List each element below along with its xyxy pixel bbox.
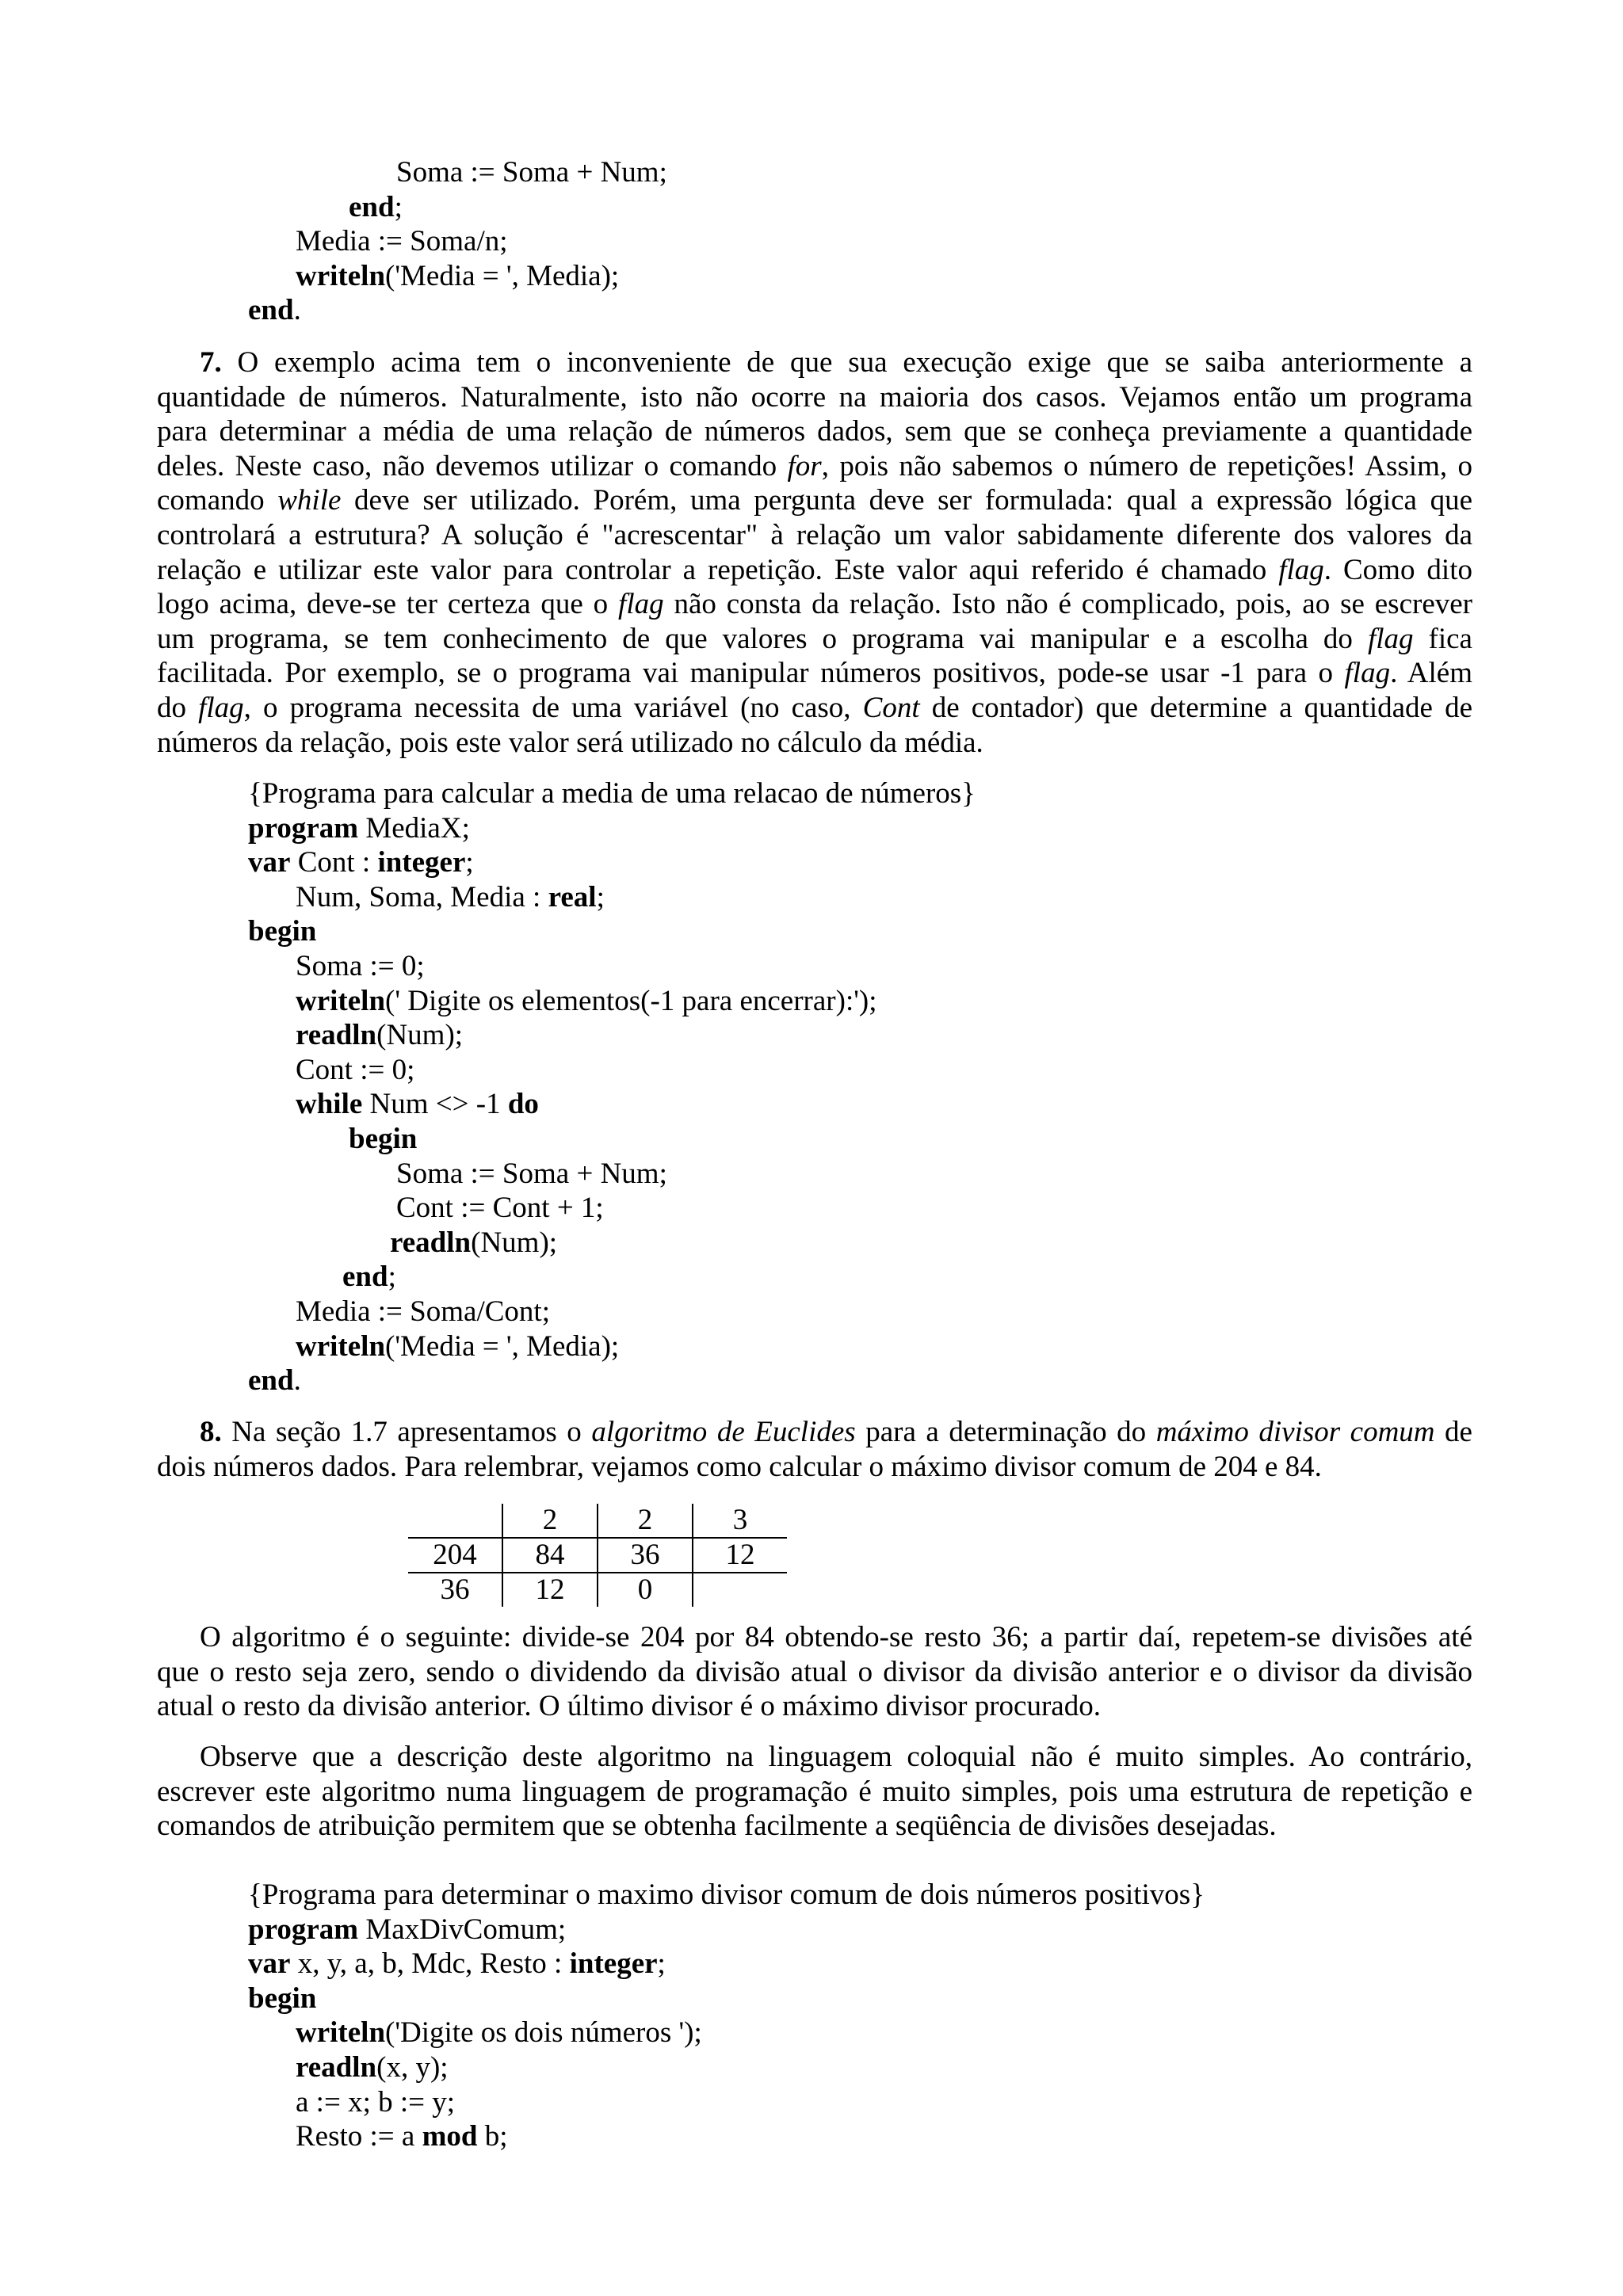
text-run: MediaX; [358,811,470,845]
text-run: Num, Soma, Media : [296,880,548,913]
text-run: ; [465,846,474,879]
text-run: . Como dito [1323,553,1472,586]
code-line [296,2050,449,2085]
table-cell: 84 [502,1538,598,1573]
text-run: for [787,449,822,482]
text-run: writeln [296,259,386,292]
text-run: end [248,294,294,327]
text-run: end [342,1261,388,1294]
text-run: Cont [862,691,920,724]
text-run: var [248,1947,291,1981]
text-run: números da relação, pois este valor será utilizado no cálculo da média. [157,726,983,759]
text-run: Media := Soma/Cont; [296,1295,550,1328]
text-run: escrever este algoritmo numa linguagem de programação é muito simples, pois uma estrutura de repetição e [157,1775,1472,1808]
text-run: comandos de atribuição permitem que se obtenha facilmente a seqüência de divisões desejadas. [157,1810,1277,1843]
text-run: readln [390,1226,472,1259]
text-run: program [248,1913,359,1946]
text-run: begin [248,1981,317,2015]
paragraph-line [157,726,1472,761]
code-line [396,155,667,190]
text-run: , pois não sabemos o número de repetições! Assim, o [821,449,1472,482]
code-line [248,1981,316,2016]
text-run: , o programa necessita de uma variável (no caso, [243,691,863,724]
text-run: facilitada. Por exemplo, se o programa vai manipular números positivos, pode-se usar -1 para o [157,657,1345,690]
text-run: writeln [296,984,386,1017]
code-line [296,1329,619,1364]
text-run: ; [388,1261,396,1294]
text-run: x, y, a, b, Mdc, Resto : [290,1947,570,1981]
code-line [248,811,470,846]
text-run: Cont := Cont + 1; [396,1192,604,1225]
code-line [296,2016,702,2050]
code-line [296,984,877,1019]
code-line [296,2085,455,2120]
text-run: Soma := 0; [296,950,425,982]
text-run: Soma := Soma + Num; [396,1157,667,1190]
code-line [248,1363,301,1398]
text-run: de contador) que determine a quantidade de [919,691,1472,724]
text-run: ('Media = ', Media); [385,1329,620,1363]
table-cell: 12 [693,1538,787,1573]
text-run: não consta da relação. Isto não é complicado, pois, ao se escrever [663,588,1472,621]
text-run: Num <> -1 [362,1088,508,1121]
text-run: que o resto seja zero, sendo o dividendo da divisão atual o divisor da divisão anterior e o divisor da divisão [157,1655,1472,1688]
text-run: deve ser utilizado. Porém, uma pergunta deve ser formulada: qual a expressão lógica que [341,484,1473,517]
table-cell: 36 [598,1538,693,1573]
text-run: ; [394,190,403,223]
text-run: um programa, se tem conhecimento de que valores o programa vai manipular e a escolha do [157,622,1368,655]
code-line [248,914,316,949]
paragraph-line [157,1655,1472,1690]
text-run: mod [422,2120,478,2153]
text-run: . [293,294,301,327]
paragraph-line [157,518,1472,553]
paragraph-line [157,656,1472,691]
text-run: ('Digite os dois números '); [385,2016,702,2050]
text-run: do [157,691,199,724]
text-run: flag [618,588,664,621]
text-run: (x, y); [376,2051,449,2084]
paragraph-line [157,691,1472,726]
text-run: relação e utilizar este valor para controlar a repetição. Este valor aqui referido é chamado [157,553,1279,586]
text-run: Cont : [290,846,378,879]
text-run: logo acima, deve-se ter certeza que o [157,588,619,621]
text-run: atual o resto da divisão anterior. O último divisor é o máximo divisor procurado. [157,1690,1101,1723]
paragraph-line [157,1809,1472,1844]
paragraph-line [157,1415,1472,1450]
text-run: do [507,1088,539,1121]
paragraph-line [157,414,1472,449]
table-cell [693,1573,787,1607]
text-run: deles. Neste caso, não devemos utilizar o comando [157,449,788,482]
code-line [396,1191,604,1226]
code-line [296,2119,508,2154]
text-run: 8. [200,1416,222,1448]
paragraph-line [157,380,1472,415]
text-run: a := x; b := y; [296,2085,456,2119]
text-run: Resto := a [296,2120,422,2153]
text-run: readln [296,1019,377,1052]
paragraph-algorithm [157,1620,1472,1724]
text-run: (' Digite os elementos(-1 para encerrar):'); [385,984,877,1017]
table-row-remainders [408,1573,787,1607]
paragraph-7 [157,345,1472,760]
table-cell: 2 [502,1504,598,1538]
code-line [349,1122,417,1157]
code-line [296,880,605,915]
code-line [390,1226,557,1261]
table-cell: 36 [408,1573,502,1607]
code-line [296,1295,550,1329]
text-run: begin [349,1123,418,1155]
text-run: while [277,484,342,517]
code-line [248,1913,566,1947]
table-cell: 12 [502,1573,598,1607]
text-run: algoritmo de Euclides [591,1416,856,1448]
paragraph-line [157,1450,1472,1485]
paragraph-line [157,483,1472,518]
text-run: Cont := 0; [296,1053,415,1086]
code-line [349,190,403,225]
text-run: real [548,880,597,913]
code-line [296,1087,539,1122]
paragraph-8 [157,1415,1472,1484]
text-run: ; [657,1947,666,1981]
text-run: flag [1344,657,1391,690]
text-run: flag [198,691,244,724]
text-run: . [293,1364,301,1398]
text-run: (Num); [376,1019,464,1052]
paragraph-line [157,622,1472,657]
text-run: O exemplo acima tem o inconveniente de que sua execução exige que se saiba anteriormente a [221,346,1472,379]
text-run: integer [569,1947,658,1981]
text-run: end [349,190,395,223]
table-cell: 3 [693,1504,787,1538]
text-run: {Programa para determinar o maximo divisor comum de dois números positivos} [248,1878,1205,1911]
text-run: fica [1413,622,1472,655]
text-run: integer [377,846,466,879]
text-run: ; [596,880,605,913]
paragraph-line [157,553,1472,588]
code-line [248,293,301,328]
table-row-quotients [408,1504,787,1538]
text-run: comando [157,484,278,517]
paragraph-line [157,1689,1472,1724]
text-run: Na seção 1.7 apresentamos o [221,1416,592,1448]
text-run: máximo divisor comum [1155,1416,1435,1448]
text-run: end [248,1364,294,1398]
text-run: 7. [200,346,222,379]
code-line [248,845,474,880]
text-run: flag [1367,622,1414,655]
text-run: controlará a estrutura? A solução é "acrescentar" à relação um valor sabidamente diferente dos valores da [157,518,1472,551]
text-run: O algoritmo é o seguinte: divide-se 204 por 84 obtendo-se resto 36; a partir daí, repetem-se divisões até [200,1621,1472,1653]
text-run: while [296,1088,363,1121]
text-run: MaxDivComum; [358,1913,567,1946]
code-line [342,1260,396,1295]
paragraph-line [157,1775,1472,1810]
text-run: writeln [296,2016,386,2050]
text-run: writeln [296,1329,386,1363]
paragraph-line [157,1620,1472,1655]
text-run: Media := Soma/n; [296,225,508,258]
text-run: (Num); [471,1226,558,1259]
code-line [296,224,508,259]
code-line [248,1947,666,1981]
text-run: de [1434,1416,1472,1448]
text-run: dois números dados. Para relembrar, vejamos como calcular o máximo divisor comum de 204 e 84. [157,1450,1322,1483]
text-run: Soma := Soma + Num; [396,156,667,189]
table-cell: 0 [598,1573,693,1607]
table-row-dividends [408,1538,787,1573]
code-line [296,1018,463,1053]
code-line [296,1053,414,1088]
code-line [296,259,619,294]
paragraph-line [157,1740,1472,1775]
paragraph-line [157,587,1472,622]
table-cell: 2 [598,1504,693,1538]
paragraph-observe [157,1740,1472,1844]
text-run: para a determinação do [855,1416,1156,1448]
table-cell: 204 [408,1538,502,1573]
text-run: ('Media = ', Media); [385,259,620,292]
code-line [248,1878,1205,1913]
text-run: begin [248,915,317,948]
text-run: quantidade de números. Naturalmente, isto não ocorre na maioria dos casos. Vejamos então um programa [157,380,1472,414]
text-run: para determinar a média de uma relação de números dados, sem que se conheça previamente a quantidade [157,415,1472,448]
code-line [396,1157,667,1192]
paragraph-line [157,345,1472,380]
code-line [248,776,976,811]
paragraph-line [157,449,1472,484]
code-line [296,949,425,984]
text-run: var [248,846,291,879]
table-cell [408,1504,502,1538]
euclid-division-table [408,1504,787,1607]
text-run: flag [1278,553,1324,586]
text-run: program [248,811,359,845]
text-run: {Programa para calcular a media de uma relacao de números} [248,777,976,810]
text-run: b; [477,2120,508,2153]
text-run: . Além [1390,657,1472,690]
text-run: Observe que a descrição deste algoritmo na linguagem coloquial não é muito simples. Ao contrário, [200,1741,1472,1773]
text-run: readln [296,2051,377,2084]
